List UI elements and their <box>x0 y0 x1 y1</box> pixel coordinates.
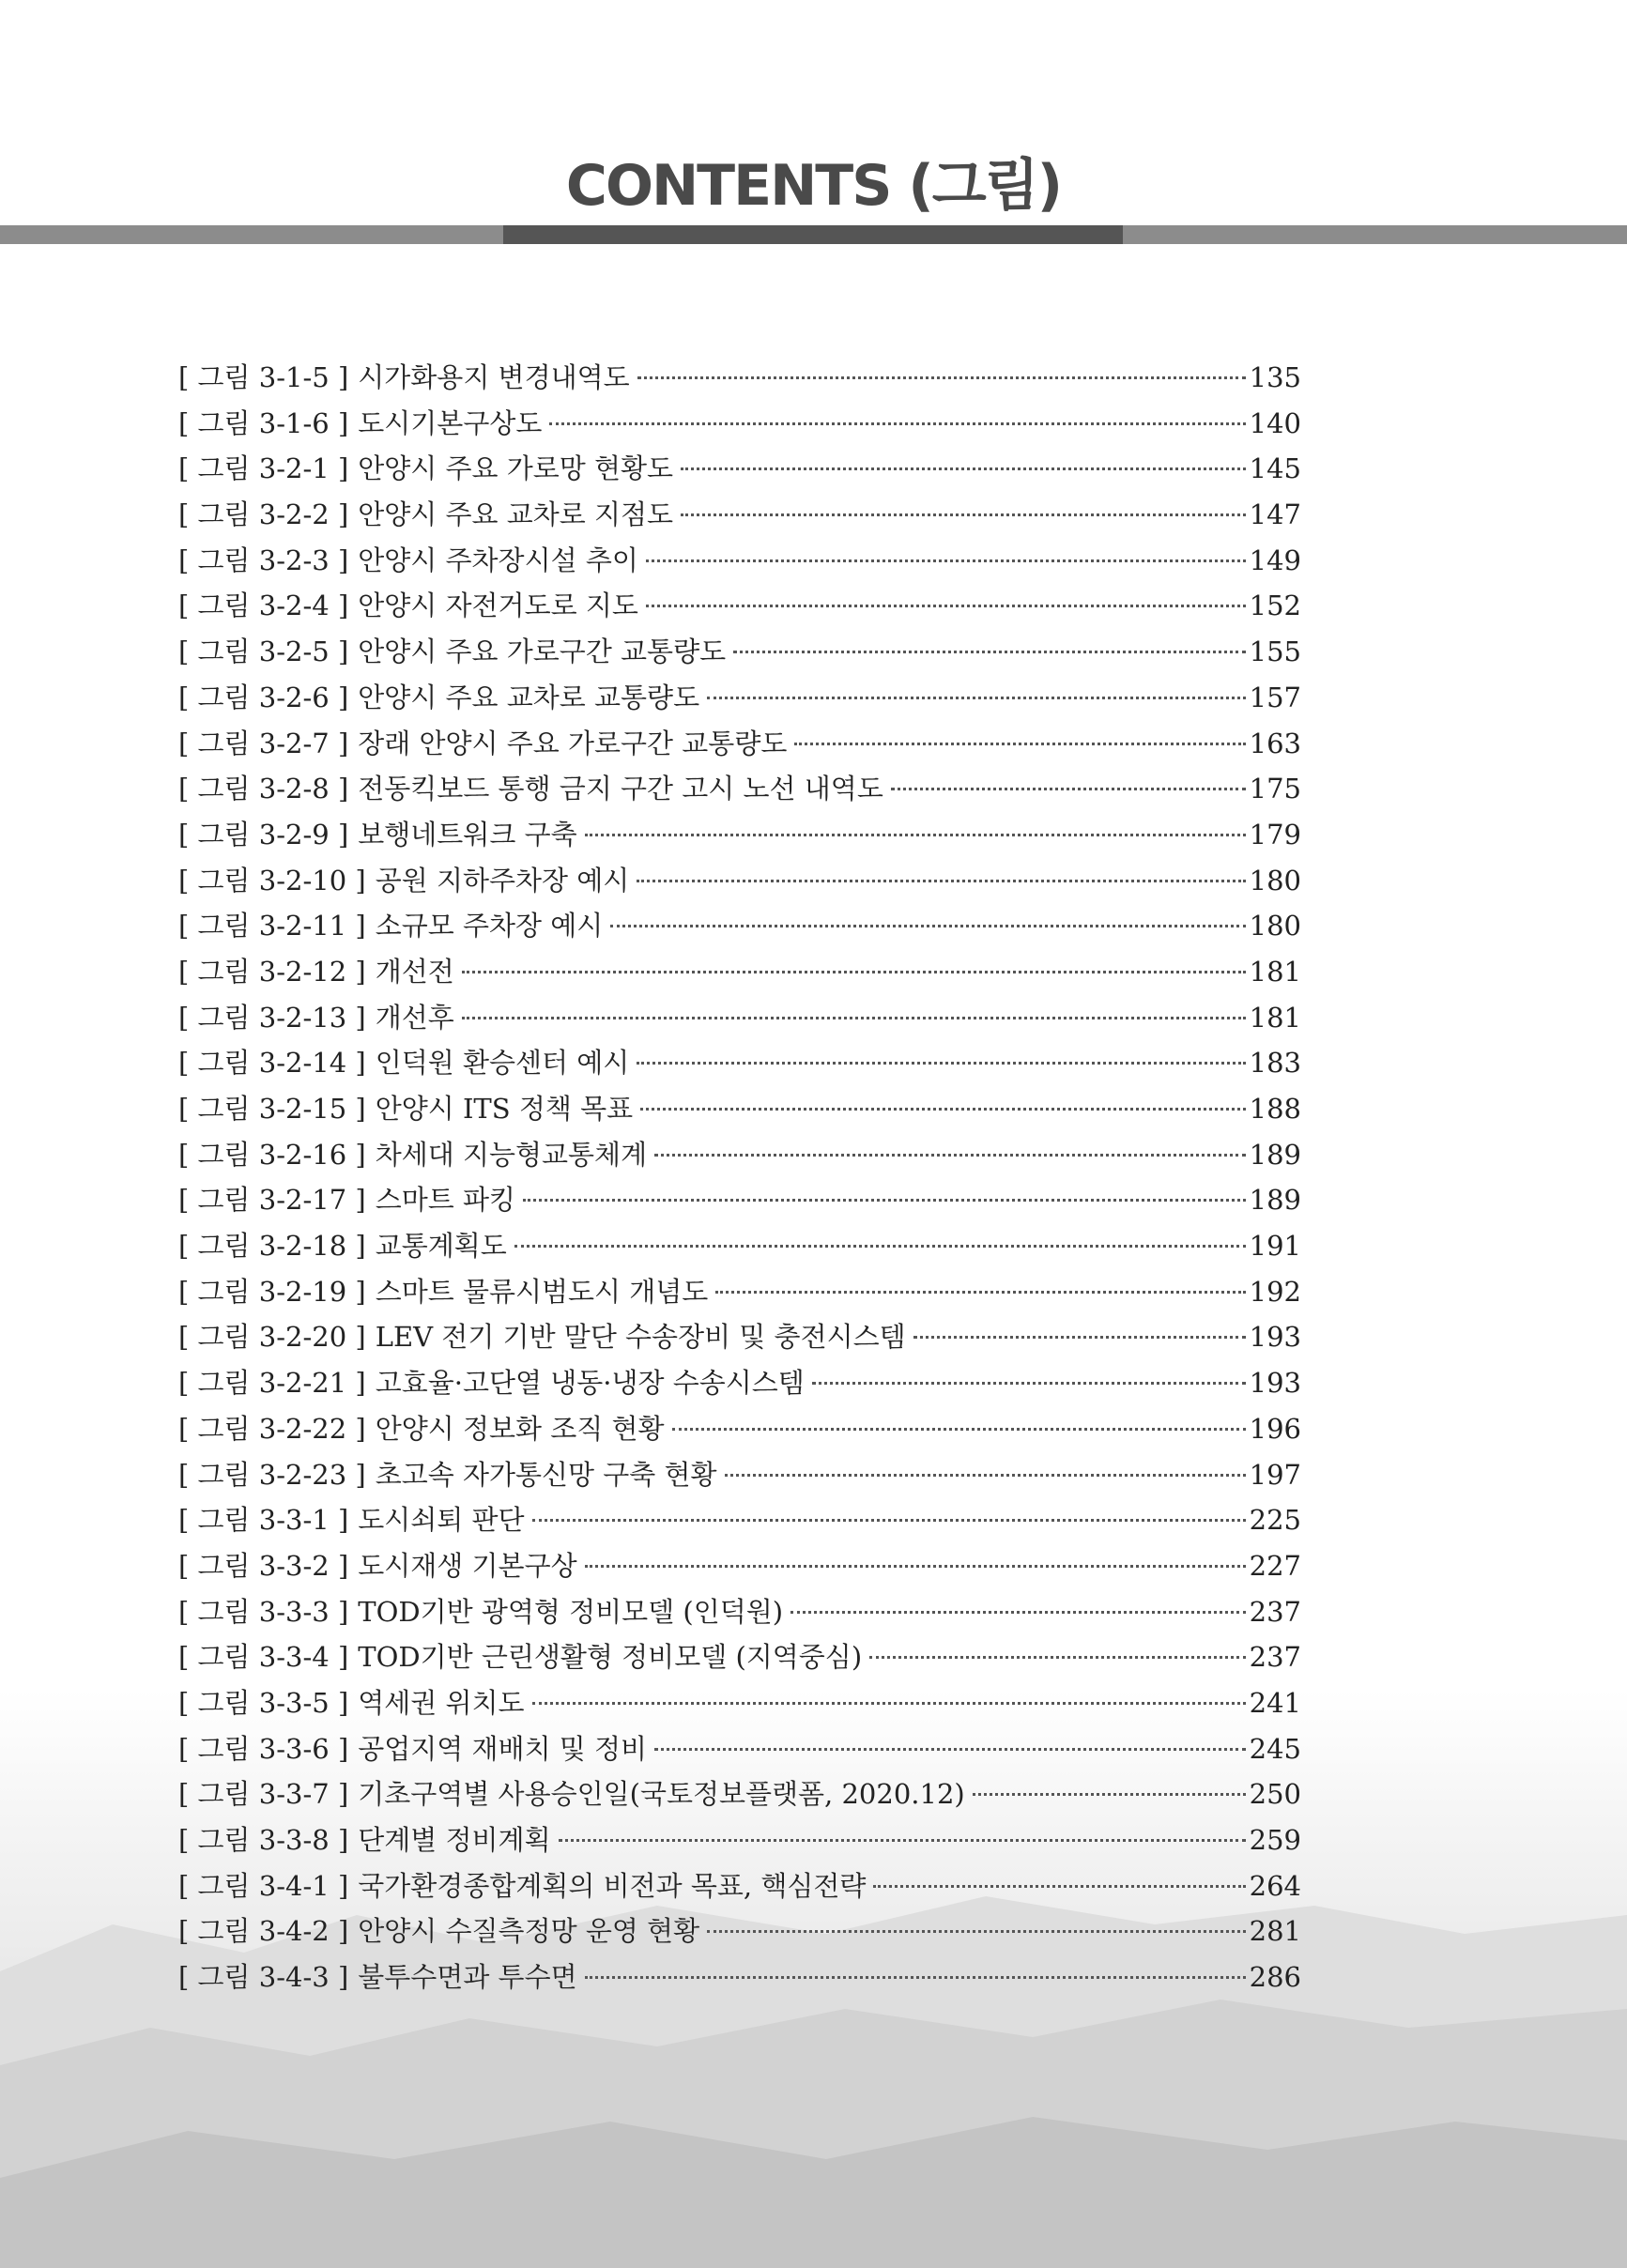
toc-entry[interactable] <box>178 1134 1301 1180</box>
leader-dots <box>654 1748 1246 1751</box>
toc-figure-label: [ 그림 3-3-8 ] <box>178 1824 349 1856</box>
toc-figure-label: [ 그림 3-2-6 ] <box>178 681 349 713</box>
toc-figure-label: [ 그림 3-2-15 ] <box>178 1093 366 1125</box>
leader-dots <box>585 1565 1246 1568</box>
leader-dots <box>654 1154 1246 1157</box>
toc-figure-title: TOD기반 광역형 정비모델 (인덕원) <box>358 1595 784 1628</box>
toc-figure-title: 안양시 자전거도로 지도 <box>358 590 638 622</box>
toc-page-number: 175 <box>1249 773 1301 805</box>
leader-dots <box>869 1656 1246 1659</box>
leader-dots <box>585 1976 1246 1979</box>
toc-entry[interactable] <box>178 403 1301 449</box>
toc-page-number: 245 <box>1249 1732 1301 1765</box>
leader-dots <box>790 1611 1246 1614</box>
toc-entry[interactable] <box>178 1042 1301 1088</box>
toc-figure-label: [ 그림 3-2-13 ] <box>178 1001 366 1034</box>
leader-dots <box>532 1702 1246 1705</box>
toc-figure-label: [ 그림 3-4-1 ] <box>178 1869 349 1902</box>
leader-dots <box>913 1336 1246 1339</box>
toc-entry[interactable] <box>178 1179 1301 1225</box>
toc-figure-title: 안양시 ITS 정책 목표 <box>375 1093 634 1125</box>
leader-dots <box>462 971 1246 973</box>
toc-figure-title: 안양시 주요 가로망 현황도 <box>358 452 674 485</box>
toc-figure-label: [ 그림 3-2-1 ] <box>178 452 349 485</box>
toc-entry[interactable] <box>178 677 1301 723</box>
toc-figure-title: LEV 전기 기반 말단 수송장비 및 충전시스템 <box>375 1321 906 1354</box>
leader-dots <box>559 1839 1246 1842</box>
toc-figure-title: 개선후 <box>375 1001 454 1034</box>
toc-figure-title: 보행네트워크 구축 <box>358 818 577 850</box>
toc-page-number: 241 <box>1249 1686 1301 1719</box>
leader-dots <box>637 880 1245 882</box>
toc-entry[interactable] <box>178 1865 1301 1911</box>
toc-entry[interactable] <box>178 768 1301 814</box>
toc-page-number: 197 <box>1249 1458 1301 1491</box>
toc-figure-title: 도시쇠퇴 판단 <box>358 1504 525 1537</box>
toc-page-number: 152 <box>1249 590 1301 622</box>
toc-figure-title: 초고속 자가통신망 구축 현황 <box>375 1458 717 1491</box>
toc-figure-title: 국가환경종합계획의 비전과 목표, 핵심전략 <box>358 1869 867 1902</box>
toc-entry[interactable] <box>178 860 1301 906</box>
leader-dots <box>733 651 1246 653</box>
toc-page-number: 189 <box>1249 1184 1301 1217</box>
toc-page-number: 180 <box>1249 910 1301 942</box>
toc-figure-title: 스마트 파킹 <box>375 1184 516 1217</box>
page-title: CONTENTS (그림) <box>565 153 1062 219</box>
toc-page-number: 281 <box>1249 1915 1301 1948</box>
toc-entry[interactable] <box>178 494 1301 540</box>
toc-figure-title: 불투수면과 투수면 <box>358 1961 577 1994</box>
toc-figure-title: 안양시 정보화 조직 현황 <box>375 1412 665 1445</box>
toc-figure-title: 장래 안양시 주요 가로구간 교통량도 <box>358 727 788 759</box>
toc-figure-label: [ 그림 3-3-2 ] <box>178 1549 349 1582</box>
toc-page-number: 140 <box>1249 406 1301 439</box>
toc-page-number: 147 <box>1249 498 1301 531</box>
toc-entry[interactable] <box>178 1088 1301 1134</box>
toc-page-number: 250 <box>1249 1778 1301 1811</box>
leader-dots <box>523 1199 1246 1202</box>
toc-figure-title: 도시기본구상도 <box>358 406 543 439</box>
toc-entry[interactable] <box>178 1271 1301 1317</box>
toc-figure-title: 공업지역 재배치 및 정비 <box>358 1732 648 1765</box>
toc-figure-label: [ 그림 3-3-3 ] <box>178 1595 349 1628</box>
toc-page-number: 192 <box>1249 1275 1301 1308</box>
toc-figure-title: 기초구역별 사용승인일(국토정보플랫폼, 2020.12) <box>358 1778 965 1811</box>
toc-figure-title: 소규모 주차장 예시 <box>375 910 604 942</box>
toc-figure-label: [ 그림 3-2-8 ] <box>178 773 349 805</box>
toc-page-number: 259 <box>1249 1824 1301 1856</box>
toc-figure-label: [ 그림 3-1-5 ] <box>178 361 349 393</box>
toc-entry[interactable] <box>178 1819 1301 1865</box>
leader-dots <box>585 834 1246 836</box>
toc-figure-label: [ 그림 3-2-7 ] <box>178 727 349 759</box>
leader-dots <box>715 1291 1245 1294</box>
toc-figure-label: [ 그림 3-3-5 ] <box>178 1686 349 1719</box>
toc-entry[interactable] <box>178 723 1301 769</box>
toc-figure-title: 안양시 주요 교차로 교통량도 <box>358 681 700 713</box>
toc-page-number: 237 <box>1249 1595 1301 1628</box>
leader-dots <box>514 1245 1246 1248</box>
leader-dots <box>973 1793 1246 1796</box>
toc-figure-label: [ 그림 3-2-11 ] <box>178 910 366 942</box>
toc-figure-label: [ 그림 3-2-3 ] <box>178 544 349 576</box>
toc-entry[interactable] <box>178 1636 1301 1682</box>
table-of-contents <box>178 357 1301 2002</box>
toc-figure-label: [ 그림 3-2-4 ] <box>178 590 349 622</box>
leader-dots <box>707 697 1246 699</box>
toc-entry[interactable] <box>178 357 1301 403</box>
toc-page-number: 286 <box>1249 1961 1301 1994</box>
toc-figure-title: 안양시 주요 교차로 지점도 <box>358 498 674 531</box>
toc-figure-label: [ 그림 3-2-10 ] <box>178 864 366 896</box>
toc-figure-title: 안양시 주요 가로구간 교통량도 <box>358 636 727 668</box>
toc-figure-title: 단계별 정비계획 <box>358 1824 551 1856</box>
toc-figure-title: 도시재생 기본구상 <box>358 1549 577 1582</box>
toc-entry[interactable] <box>178 951 1301 997</box>
toc-page-number: 149 <box>1249 544 1301 576</box>
toc-figure-title: 고효율·고단열 냉동·냉장 수송시스템 <box>375 1367 805 1400</box>
toc-entry[interactable] <box>178 997 1301 1043</box>
toc-entry[interactable] <box>178 1910 1301 1956</box>
toc-entry[interactable] <box>178 1316 1301 1362</box>
leader-dots <box>646 605 1246 607</box>
toc-figure-label: [ 그림 3-4-3 ] <box>178 1961 349 1994</box>
toc-figure-label: [ 그림 3-2-20 ] <box>178 1321 366 1354</box>
toc-entry[interactable] <box>178 1454 1301 1500</box>
toc-page-number: 237 <box>1249 1641 1301 1674</box>
toc-page-number: 157 <box>1249 681 1301 713</box>
toc-figure-label: [ 그림 3-2-14 ] <box>178 1047 366 1080</box>
toc-figure-title: TOD기반 근린생활형 정비모델 (지역중심) <box>358 1641 863 1674</box>
toc-figure-label: [ 그림 3-2-21 ] <box>178 1367 366 1400</box>
toc-figure-label: [ 그림 3-2-19 ] <box>178 1275 366 1308</box>
toc-entry[interactable] <box>178 1682 1301 1728</box>
toc-page-number: 183 <box>1249 1047 1301 1080</box>
toc-figure-title: 시가화용지 변경내역도 <box>358 361 630 393</box>
toc-figure-title: 안양시 주차장시설 추이 <box>358 544 638 576</box>
toc-figure-label: [ 그림 3-2-2 ] <box>178 498 349 531</box>
leader-dots <box>462 1017 1246 1019</box>
toc-entry[interactable] <box>178 1545 1301 1591</box>
toc-page-number: 145 <box>1249 452 1301 485</box>
toc-page-number: 264 <box>1249 1869 1301 1902</box>
leader-dots <box>891 788 1246 790</box>
toc-entry[interactable] <box>178 905 1301 951</box>
toc-page-number: 155 <box>1249 636 1301 668</box>
toc-entry[interactable] <box>178 448 1301 494</box>
toc-entry[interactable] <box>178 1956 1301 2002</box>
toc-page-number: 193 <box>1249 1367 1301 1400</box>
toc-entry[interactable] <box>178 1362 1301 1408</box>
toc-figure-title: 교통계획도 <box>375 1230 507 1263</box>
toc-figure-title: 역세권 위치도 <box>358 1686 525 1719</box>
toc-figure-label: [ 그림 3-3-4 ] <box>178 1641 349 1674</box>
toc-entry[interactable] <box>178 540 1301 586</box>
leader-dots <box>725 1474 1246 1477</box>
toc-figure-title: 스마트 물류시범도시 개념도 <box>375 1275 709 1308</box>
toc-figure-label: [ 그림 3-2-5 ] <box>178 636 349 668</box>
leader-dots <box>532 1519 1246 1522</box>
toc-figure-title: 인덕원 환승센터 예시 <box>375 1047 630 1080</box>
toc-entry[interactable] <box>178 814 1301 860</box>
toc-figure-title: 개선전 <box>375 955 454 988</box>
toc-figure-title: 전동킥보드 통행 금지 구간 고시 노선 내역도 <box>358 773 883 805</box>
toc-entry[interactable] <box>178 1408 1301 1454</box>
toc-page-number: 163 <box>1249 727 1301 759</box>
leader-dots <box>794 743 1245 745</box>
leader-dots <box>681 467 1246 470</box>
toc-figure-label: [ 그림 3-4-2 ] <box>178 1915 349 1948</box>
toc-entry[interactable] <box>178 631 1301 677</box>
toc-page-number: 180 <box>1249 864 1301 896</box>
toc-page-number: 227 <box>1249 1549 1301 1582</box>
leader-dots <box>610 925 1245 927</box>
toc-entry[interactable] <box>178 1728 1301 1774</box>
toc-figure-title: 공원 지하주차장 예시 <box>375 864 630 896</box>
leader-dots <box>873 1885 1245 1888</box>
title-underline-accent <box>503 225 1123 244</box>
toc-page-number: 135 <box>1249 361 1301 393</box>
leader-dots <box>637 1062 1245 1065</box>
toc-entry[interactable] <box>178 585 1301 631</box>
toc-figure-label: [ 그림 3-2-9 ] <box>178 818 349 850</box>
leader-dots <box>681 513 1246 516</box>
toc-page-number: 191 <box>1249 1230 1301 1263</box>
leader-dots <box>549 422 1245 425</box>
toc-figure-label: [ 그림 3-2-23 ] <box>178 1458 366 1491</box>
toc-page-number: 225 <box>1249 1504 1301 1537</box>
toc-figure-label: [ 그림 3-2-12 ] <box>178 955 366 988</box>
toc-figure-label: [ 그림 3-1-6 ] <box>178 406 349 439</box>
toc-figure-label: [ 그림 3-2-22 ] <box>178 1412 366 1445</box>
toc-entry[interactable] <box>178 1499 1301 1545</box>
leader-dots <box>812 1382 1246 1385</box>
toc-figure-title: 안양시 수질측정망 운영 현황 <box>358 1915 700 1948</box>
toc-page-number: 193 <box>1249 1321 1301 1354</box>
toc-figure-label: [ 그림 3-3-1 ] <box>178 1504 349 1537</box>
toc-figure-label: [ 그림 3-3-6 ] <box>178 1732 349 1765</box>
leader-dots <box>672 1428 1246 1431</box>
toc-entry[interactable] <box>178 1225 1301 1271</box>
leader-dots <box>707 1930 1246 1933</box>
leader-dots <box>640 1108 1246 1111</box>
toc-figure-label: [ 그림 3-2-17 ] <box>178 1184 366 1217</box>
toc-page-number: 181 <box>1249 1001 1301 1034</box>
toc-page-number: 189 <box>1249 1138 1301 1171</box>
toc-page-number: 179 <box>1249 818 1301 850</box>
toc-page-number: 188 <box>1249 1093 1301 1125</box>
toc-figure-label: [ 그림 3-2-18 ] <box>178 1230 366 1263</box>
toc-page-number: 181 <box>1249 955 1301 988</box>
toc-figure-title: 차세대 지능형교통체계 <box>375 1138 648 1171</box>
toc-figure-label: [ 그림 3-3-7 ] <box>178 1778 349 1811</box>
leader-dots <box>637 376 1246 379</box>
toc-entry[interactable] <box>178 1773 1301 1819</box>
toc-page-number: 196 <box>1249 1412 1301 1445</box>
toc-entry[interactable] <box>178 1591 1301 1637</box>
leader-dots <box>646 559 1246 562</box>
toc-figure-label: [ 그림 3-2-16 ] <box>178 1138 366 1171</box>
